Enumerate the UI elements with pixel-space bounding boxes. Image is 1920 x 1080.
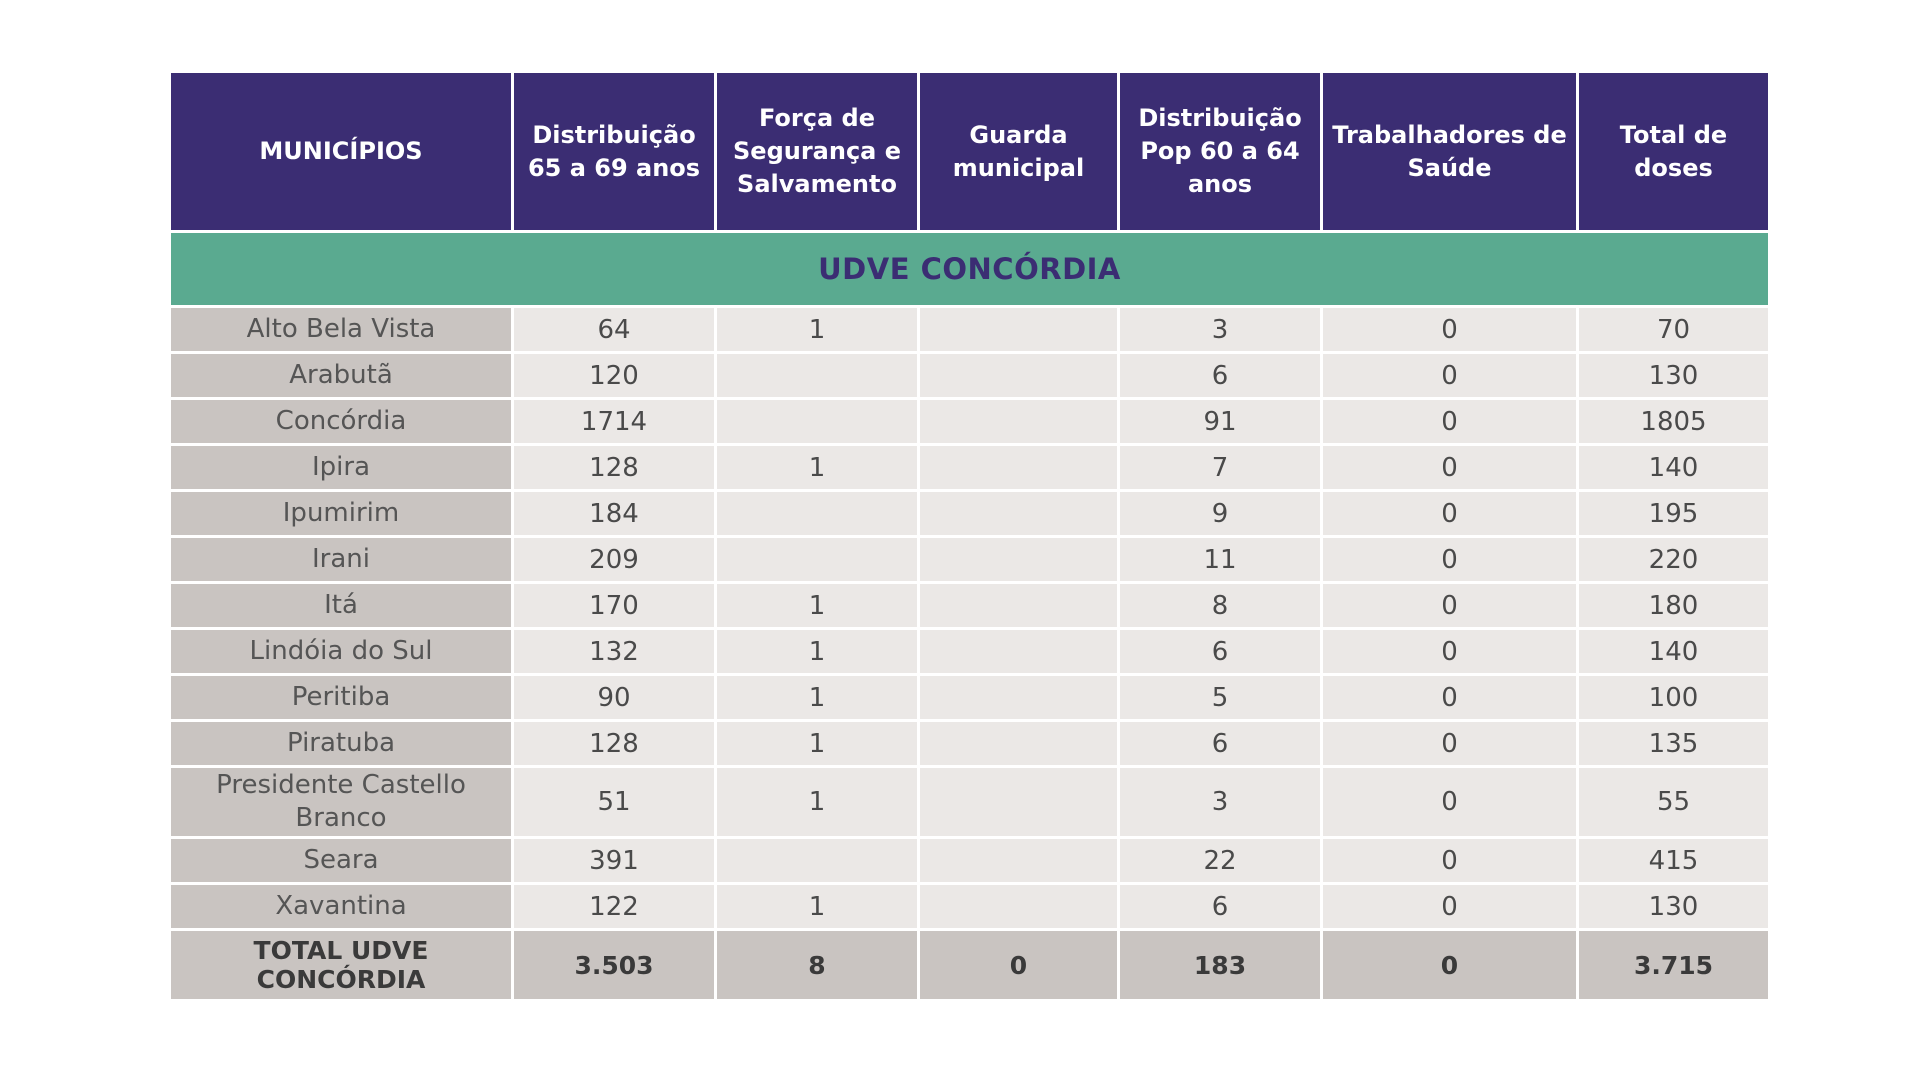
section-row — [171, 233, 1768, 305]
municipio-cell: Peritiba — [171, 676, 511, 719]
municipio-cell: Seara — [171, 839, 511, 882]
value-cell: 0 — [1323, 676, 1576, 719]
value-cell — [717, 538, 917, 581]
total-value-cell: 8 — [717, 931, 917, 999]
table-row — [171, 308, 1768, 351]
value-cell: 0 — [1323, 308, 1576, 351]
value-cell: 130 — [1579, 354, 1768, 397]
value-cell: 180 — [1579, 584, 1768, 627]
value-cell: 0 — [1323, 722, 1576, 765]
value-cell: 130 — [1579, 885, 1768, 928]
total-value-cell: 3.715 — [1579, 931, 1768, 999]
value-cell: 8 — [1120, 584, 1320, 627]
value-cell: 140 — [1579, 630, 1768, 673]
value-cell: 0 — [1323, 584, 1576, 627]
value-cell — [717, 492, 917, 535]
table-row — [171, 722, 1768, 765]
value-cell: 1 — [717, 308, 917, 351]
header-row — [171, 73, 1768, 230]
value-cell — [920, 722, 1117, 765]
municipio-cell: Irani — [171, 538, 511, 581]
value-cell: 220 — [1579, 538, 1768, 581]
value-cell — [920, 308, 1117, 351]
value-cell: 64 — [514, 308, 714, 351]
municipio-cell: Piratuba — [171, 722, 511, 765]
municipio-cell: Alto Bela Vista — [171, 308, 511, 351]
municipio-cell: Xavantina — [171, 885, 511, 928]
header-municipios: MUNICÍPIOS — [171, 73, 511, 230]
value-cell: 1 — [717, 676, 917, 719]
value-cell: 128 — [514, 722, 714, 765]
value-cell: 1714 — [514, 400, 714, 443]
municipio-cell: Presidente Castello Branco — [171, 768, 511, 836]
total-value-cell: 0 — [920, 931, 1117, 999]
header-distribuicao-60-64: Distribuição Pop 60 a 64 anos — [1120, 73, 1320, 230]
total-value-cell: 3.503 — [514, 931, 714, 999]
municipio-cell: Ipumirim — [171, 492, 511, 535]
municipio-cell: Lindóia do Sul — [171, 630, 511, 673]
header-forca-seguranca: Força de Segurança e Salvamento — [717, 73, 917, 230]
value-cell: 0 — [1323, 885, 1576, 928]
value-cell: 1805 — [1579, 400, 1768, 443]
value-cell: 415 — [1579, 839, 1768, 882]
value-cell — [920, 492, 1117, 535]
value-cell: 140 — [1579, 446, 1768, 489]
value-cell: 70 — [1579, 308, 1768, 351]
value-cell — [717, 839, 917, 882]
value-cell: 0 — [1323, 839, 1576, 882]
total-value-cell: 183 — [1120, 931, 1320, 999]
table-row — [171, 885, 1768, 928]
total-value-cell: 0 — [1323, 931, 1576, 999]
value-cell: 1 — [717, 584, 917, 627]
table-row — [171, 492, 1768, 535]
value-cell: 209 — [514, 538, 714, 581]
value-cell: 9 — [1120, 492, 1320, 535]
total-label: TOTAL UDVE CONCÓRDIA — [171, 931, 511, 999]
section-title: UDVE CONCÓRDIA — [171, 233, 1768, 305]
value-cell — [717, 354, 917, 397]
value-cell: 170 — [514, 584, 714, 627]
table-row — [171, 839, 1768, 882]
value-cell: 122 — [514, 885, 714, 928]
municipio-cell: Concórdia — [171, 400, 511, 443]
value-cell: 55 — [1579, 768, 1768, 836]
value-cell: 0 — [1323, 492, 1576, 535]
value-cell: 51 — [514, 768, 714, 836]
value-cell: 6 — [1120, 354, 1320, 397]
doses-table — [168, 70, 1771, 1002]
value-cell: 1 — [717, 446, 917, 489]
value-cell — [920, 446, 1117, 489]
value-cell: 0 — [1323, 446, 1576, 489]
value-cell: 0 — [1323, 630, 1576, 673]
table-row — [171, 354, 1768, 397]
value-cell: 6 — [1120, 630, 1320, 673]
value-cell: 3 — [1120, 768, 1320, 836]
value-cell: 6 — [1120, 722, 1320, 765]
table-row — [171, 400, 1768, 443]
table-row — [171, 446, 1768, 489]
value-cell: 5 — [1120, 676, 1320, 719]
header-distribuicao-65-69: Distribuição 65 a 69 anos — [514, 73, 714, 230]
value-cell: 90 — [514, 676, 714, 719]
value-cell — [920, 400, 1117, 443]
municipio-cell: Itá — [171, 584, 511, 627]
value-cell: 0 — [1323, 354, 1576, 397]
value-cell: 1 — [717, 722, 917, 765]
value-cell — [920, 354, 1117, 397]
value-cell: 1 — [717, 630, 917, 673]
table-row — [171, 630, 1768, 673]
value-cell: 0 — [1323, 538, 1576, 581]
value-cell — [920, 839, 1117, 882]
value-cell: 1 — [717, 768, 917, 836]
value-cell: 91 — [1120, 400, 1320, 443]
value-cell: 132 — [514, 630, 714, 673]
value-cell — [920, 584, 1117, 627]
value-cell: 11 — [1120, 538, 1320, 581]
header-guarda-municipal: Guarda municipal — [920, 73, 1117, 230]
value-cell: 22 — [1120, 839, 1320, 882]
value-cell: 0 — [1323, 768, 1576, 836]
value-cell: 7 — [1120, 446, 1320, 489]
value-cell — [920, 630, 1117, 673]
value-cell: 135 — [1579, 722, 1768, 765]
value-cell — [920, 885, 1117, 928]
value-cell: 120 — [514, 354, 714, 397]
value-cell: 391 — [514, 839, 714, 882]
value-cell: 1 — [717, 885, 917, 928]
total-row — [171, 931, 1768, 999]
table-row — [171, 538, 1768, 581]
header-trabalhadores-saude: Trabalhadores de Saúde — [1323, 73, 1576, 230]
value-cell: 184 — [514, 492, 714, 535]
value-cell — [920, 676, 1117, 719]
value-cell: 100 — [1579, 676, 1768, 719]
value-cell: 195 — [1579, 492, 1768, 535]
value-cell — [920, 768, 1117, 836]
municipio-cell: Arabutã — [171, 354, 511, 397]
value-cell: 6 — [1120, 885, 1320, 928]
municipio-cell: Ipira — [171, 446, 511, 489]
value-cell: 0 — [1323, 400, 1576, 443]
value-cell — [717, 400, 917, 443]
table-row — [171, 676, 1768, 719]
value-cell: 128 — [514, 446, 714, 489]
table-row — [171, 584, 1768, 627]
value-cell: 3 — [1120, 308, 1320, 351]
header-total-doses: Total de doses — [1579, 73, 1768, 230]
table-row — [171, 768, 1768, 836]
value-cell — [920, 538, 1117, 581]
